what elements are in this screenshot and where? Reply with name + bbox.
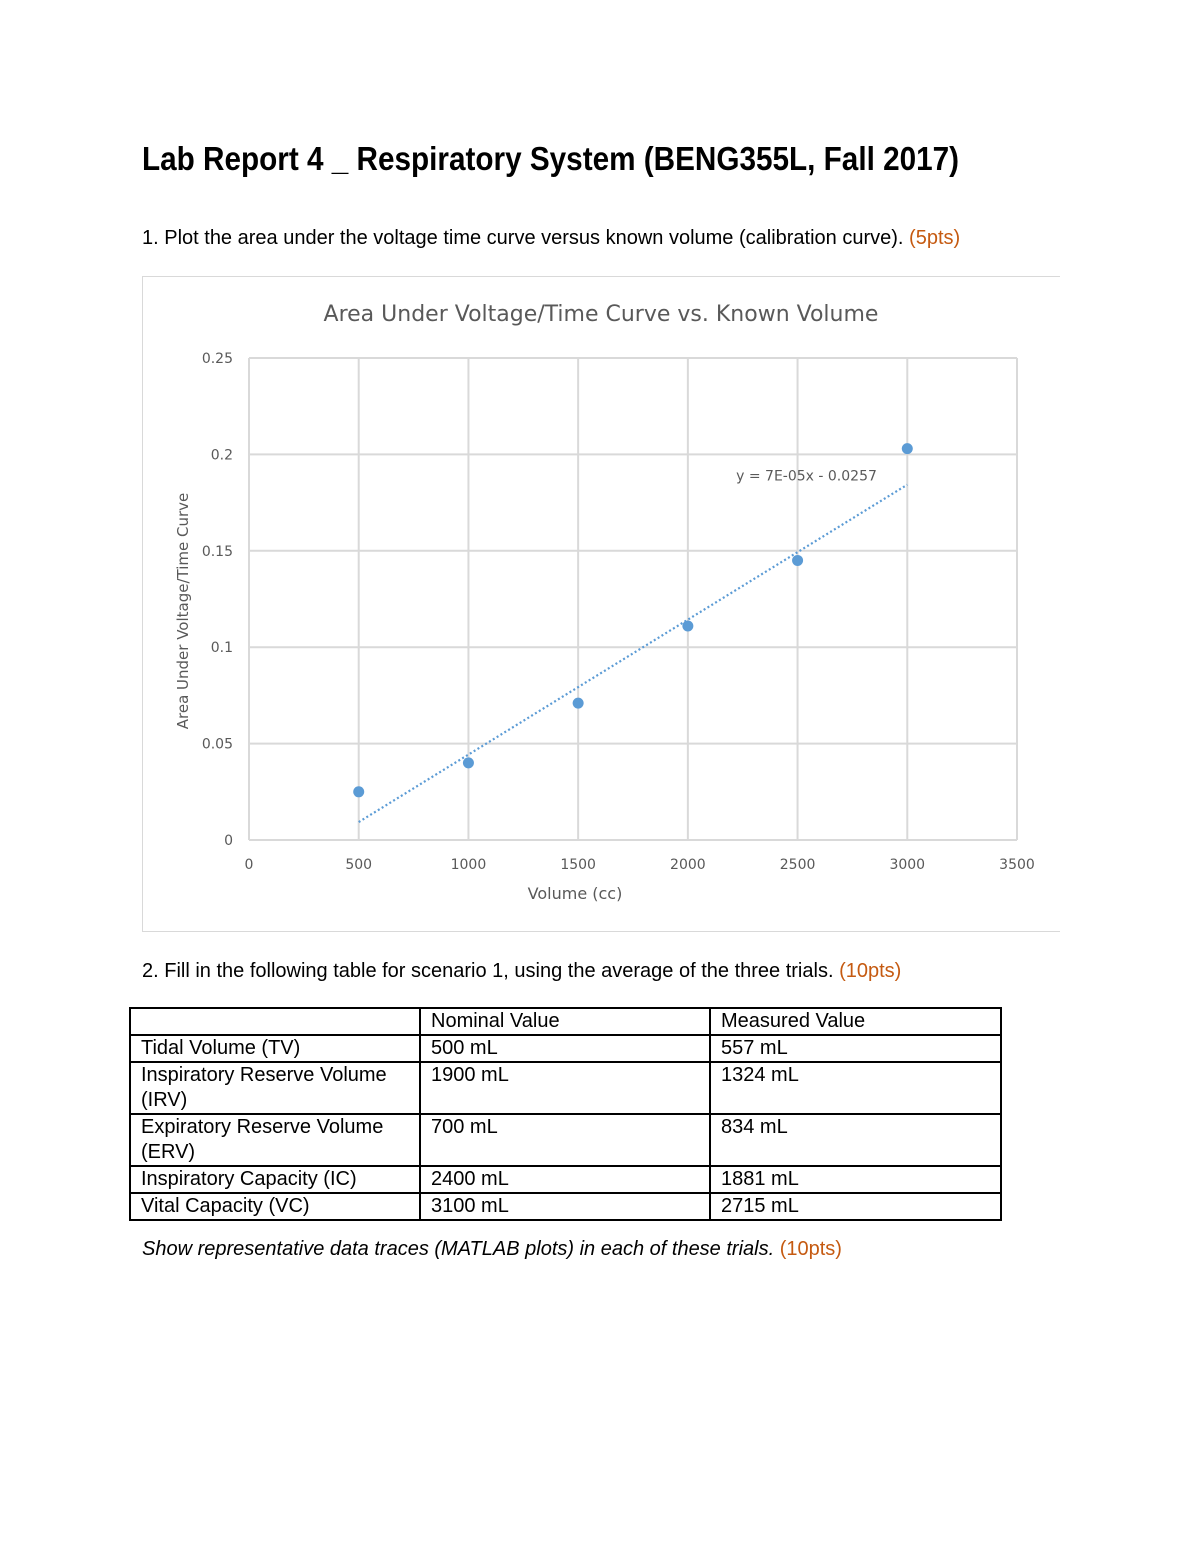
table-cell: Expiratory Reserve Volume (ERV) (130, 1114, 420, 1166)
table-cell: 700 mL (420, 1114, 710, 1166)
y-tick-label: 0.1 (210, 640, 233, 657)
question-1-points: (5pts) (909, 227, 961, 249)
table-row (130, 1062, 1001, 1114)
data-point (682, 620, 693, 631)
table-cell: 500 mL (420, 1035, 710, 1062)
table-cell: Tidal Volume (TV) (130, 1035, 420, 1062)
x-axis-label: Volume (cc) (527, 884, 623, 903)
table-row (130, 1166, 1001, 1193)
lung-volume-table (129, 1007, 1002, 1221)
y-tick-label: 0.05 (201, 736, 233, 753)
table-cell: 1324 mL (710, 1062, 1001, 1114)
x-tick-label: 3000 (889, 857, 926, 873)
y-tick-label: 0 (224, 833, 233, 849)
table-cell: 1900 mL (420, 1062, 710, 1114)
matlab-note-text: Show representative data traces (MATLAB plots) in each of these trials. (142, 1238, 775, 1260)
y-tick-label: 0.15 (201, 543, 233, 560)
matlab-note-points: (10pts) (779, 1238, 842, 1260)
table-header-row (130, 1008, 1001, 1035)
table-header-cell: Nominal Value (420, 1008, 710, 1035)
x-tick-label: 1500 (560, 857, 596, 873)
table-row (130, 1193, 1001, 1220)
page-title: Lab Report 4 _ Respiratory System (BENG355L, Fall 2017) (142, 140, 960, 177)
trendline (359, 485, 908, 822)
x-tick-label: 500 (345, 857, 373, 873)
table-cell: 3100 mL (420, 1193, 710, 1220)
y-tick-label: 0.2 (210, 447, 233, 464)
chart-title: Area Under Voltage/Time Curve vs. Known Volume (323, 302, 879, 327)
x-tick-label: 3500 (999, 857, 1035, 873)
table-row (130, 1114, 1001, 1166)
data-point (463, 757, 474, 768)
question-1 (142, 227, 960, 250)
table-cell: Inspiratory Reserve Volume (IRV) (130, 1062, 420, 1114)
matlab-note (142, 1238, 842, 1261)
question-1-text: 1. Plot the area under the voltage time curve versus known volume (calibration curve). (142, 227, 904, 249)
data-point (902, 443, 913, 454)
x-tick-label: 1000 (450, 857, 487, 873)
x-tick-label: 2500 (779, 857, 816, 873)
table-cell: 2400 mL (420, 1166, 710, 1193)
table-cell: 1881 mL (710, 1166, 1001, 1193)
question-2-text: 2. Fill in the following table for scenario 1, using the average of the three trials. (142, 960, 834, 982)
table-cell: Vital Capacity (VC) (130, 1193, 420, 1220)
table-cell: 557 mL (710, 1035, 1001, 1062)
calibration-chart (142, 276, 1060, 932)
table-row (130, 1035, 1001, 1062)
table-header-cell (130, 1008, 420, 1035)
x-tick-label: 2000 (670, 857, 706, 873)
x-tick-label: 0 (244, 857, 254, 873)
question-2-points: (10pts) (839, 960, 902, 982)
table-cell: 834 mL (710, 1114, 1001, 1166)
question-2 (142, 960, 901, 983)
data-point (792, 555, 803, 566)
data-point (353, 786, 364, 797)
table-header-cell: Measured Value (710, 1008, 1001, 1035)
table-cell: 2715 mL (710, 1193, 1001, 1220)
data-point (573, 698, 584, 709)
y-tick-label: 0.25 (201, 351, 233, 367)
table-cell: Inspiratory Capacity (IC) (130, 1166, 420, 1193)
y-axis-label: Area Under Voltage/Time Curve (174, 492, 192, 730)
trendline-equation: y = 7E-05x - 0.0257 (736, 468, 877, 485)
